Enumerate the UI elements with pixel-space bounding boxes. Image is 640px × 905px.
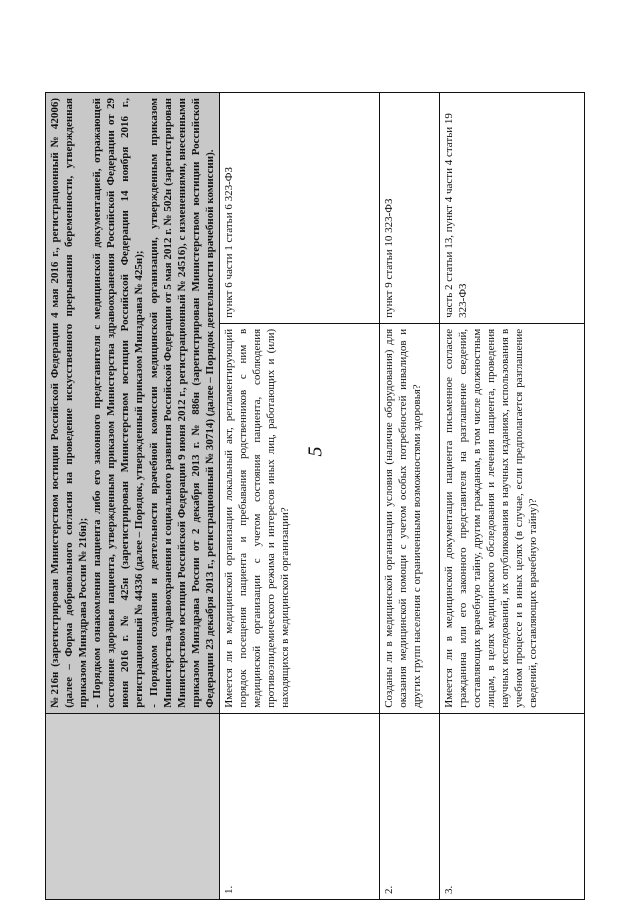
table-row (379, 93, 439, 900)
header-paragraph: - Порядком создания и деятельности врачебной комиссии медицинской организации, утвержденным приказом Министерства здравоохранения и социального развития Российской Федерации от 5 мая 2012 г. № 502н (зарегистрирован Министерством юстиции Российской Федерации 9 июня 2012 г., регистрационный № 24516), с изменениями, внесенными приказом Минздрава России от 2 декабря 2013 г. № 886н (зарегистрирован Министерством юстиции Российской Федерации 23 декабря 2013 г., регистрационный № 30714) (далее – Порядок деятельности врачебной комиссии). (147, 98, 216, 708)
page-handwritten-mark: 5 (304, 446, 327, 457)
row-question: Имеется ли в медицинской документации пациента письменное согласие гражданина или его законного представителя на разглашение сведений, составляющих врачебную тайну, другим гражданам, в том числе должностным лицам, в целях медицинского обследования и лечения пациента, проведения научных исследований, их опубликования в научных изданиях, использования в учебном процессе и в иных целях (в случае, если предполагается разглашение сведений, составляющих врачебную тайну)? (439, 323, 584, 713)
header-paragraph: №216н (зарегистрирован Министерством юстиции Российской Федерации 4 мая 2016 г., регистрационный № 42006) (далее – Форма добровольного согласия на проведение искусственного прерывания беременности, утвержденная приказом Минздрава России № 216н); (49, 98, 90, 708)
header-paragraph: - Порядком ознакомления пациента либо его законного представителя с медицинской документацией, отражающей состояние здоровья пациента, утвержденным приказом Министерства здравоохранения Российской Федерации от 29 июня 2016 г. № 425н (зарегистрирован Министерством юстиции Российской Федерации 14 ноября 2016 г., регистрационный № 44336 (далее – Порядок, утвержденный приказом Минздрава № 425н); (91, 98, 146, 708)
header-text-cell (46, 93, 220, 714)
row-reference: пункт 6 части 1 статьи 6 323-ФЗ (219, 93, 379, 324)
header-blank-cell (46, 713, 220, 899)
row-number: 1. (219, 713, 379, 899)
table-row (439, 93, 584, 900)
row-reference: пункт 9 статьи 10 323-ФЗ (379, 93, 439, 324)
table-row (219, 93, 379, 900)
row-number: 3. (439, 713, 584, 899)
row-reference: часть 2 статьи 13, пункт 4 части 4 статьи 19 323-ФЗ (439, 93, 584, 324)
checklist-table (45, 92, 585, 900)
row-number: 2. (379, 713, 439, 899)
rotated-table-container (45, 92, 585, 900)
header-row (46, 93, 220, 900)
row-question: Имеется ли в медицинской организации локальный акт, регламентирующий порядок посещения пациента и пребывания родственников с ним в медицинской организации с учетом состояния пациента, соблюдения противоэпидемического режима и интересов иных лиц, работающих и (или) находящихся в медицинской организации? (219, 323, 379, 713)
row-question: Созданы ли в медицинской организации условия (наличие оборудования) для оказания медицинской помощи с учетом особых потребностей инвалидов и других групп населения с ограниченными возможностями здоровья? (379, 323, 439, 713)
